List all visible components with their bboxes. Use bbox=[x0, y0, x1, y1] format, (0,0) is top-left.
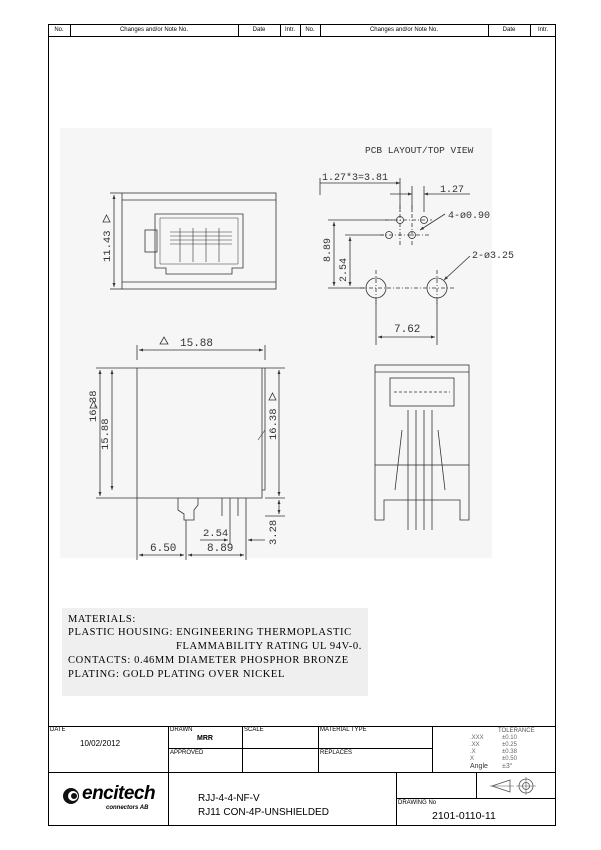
company-logo bbox=[62, 783, 164, 823]
tolerance-list bbox=[470, 735, 550, 771]
materials-line-1: PLASTIC HOUSING: ENGINEERING THERMOPLASTIC bbox=[68, 627, 352, 638]
tolerance-row: Angle ±3° bbox=[470, 763, 513, 770]
title-block-top bbox=[48, 726, 556, 727]
projection-symbol-icon bbox=[488, 776, 544, 796]
dim-side-height-right: 16.38 bbox=[268, 408, 280, 440]
dim-front-height: 11.43 bbox=[102, 230, 114, 262]
dim-side-width: 15.88 bbox=[180, 338, 214, 350]
drawn-value: MRR bbox=[197, 735, 213, 742]
scale-label: SCALE bbox=[244, 727, 264, 733]
approved-label: APPROVED bbox=[170, 750, 204, 756]
header-intr-left: Intr. bbox=[284, 27, 295, 33]
materials-line-2: FLAMMABILITY RATING UL 94V-0. bbox=[176, 641, 362, 652]
drawn-label: DRAWN bbox=[170, 727, 193, 733]
company-name: encitech bbox=[82, 783, 156, 804]
replaces-label: REPLACES bbox=[320, 750, 353, 756]
drawing-no-value: 2101-0110-11 bbox=[432, 810, 496, 822]
company-subtitle: connectors AB bbox=[106, 805, 149, 811]
part-number: RJJ-4-4-NF-V bbox=[198, 793, 260, 804]
materials-panel bbox=[62, 608, 368, 696]
header-changes-left: Changes and/or Note No. bbox=[119, 27, 189, 33]
dim-pin-span: 8.89 bbox=[207, 543, 234, 555]
dim-offset: 6.50 bbox=[150, 543, 177, 555]
header-intr-right: Intr. bbox=[537, 27, 548, 33]
dim-pitch-total: 1.27*3=3.81 bbox=[322, 173, 389, 184]
tolerance-row: .X ±0.38 bbox=[470, 749, 517, 755]
dim-side-height-outer: 16.38 bbox=[88, 390, 100, 422]
dim-holes-large: 2-ø3.25 bbox=[472, 251, 515, 262]
header-date-right: Date bbox=[502, 27, 516, 33]
dim-width: 7.62 bbox=[394, 324, 421, 336]
dim-pitch: 1.27 bbox=[440, 185, 465, 196]
date-value: 10/02/2012 bbox=[80, 739, 121, 748]
materials-line-3: CONTACTS: 0.46MM DIAMETER PHOSPHOR BRONZE bbox=[68, 655, 349, 666]
header-no-right: No. bbox=[305, 27, 315, 33]
dim-pin-length: 3.28 bbox=[268, 519, 280, 545]
dim-holes-small: 4-ø0.90 bbox=[448, 211, 491, 222]
tolerance-row: .XXX ±0.10 bbox=[470, 735, 517, 741]
tolerance-row: X ±0.50 bbox=[470, 756, 517, 762]
part-description: RJ11 CON-4P-UNSHIELDED bbox=[198, 807, 329, 818]
header-no-left: No. bbox=[54, 27, 64, 33]
header-changes-right: Changes and/or Note No. bbox=[369, 27, 439, 33]
dim-height-2: 2.54 bbox=[339, 257, 350, 282]
date-label: DATE bbox=[50, 727, 66, 733]
logo-mark-icon bbox=[62, 787, 80, 805]
materials-line-4: PLATING: GOLD PLATING OVER NICKEL bbox=[68, 669, 285, 680]
tolerance-row: .XX ±0.25 bbox=[470, 742, 517, 748]
header-date-left: Date bbox=[252, 27, 266, 33]
drawing-no-label: DRAWING No bbox=[398, 800, 437, 806]
dim-pin-spacing: 2.54 bbox=[203, 528, 229, 540]
dim-height-1: 8.89 bbox=[323, 237, 334, 262]
drawing-background bbox=[60, 128, 492, 558]
dim-side-height-inner: 15.88 bbox=[100, 418, 112, 450]
pcb-layout-title: PCB LAYOUT/TOP VIEW bbox=[365, 145, 474, 156]
tolerance-label: TOLERANCE bbox=[498, 728, 535, 734]
materials-heading: MATERIALS: bbox=[68, 614, 136, 625]
material-type-label: MATERIAL TYPE bbox=[320, 727, 367, 733]
